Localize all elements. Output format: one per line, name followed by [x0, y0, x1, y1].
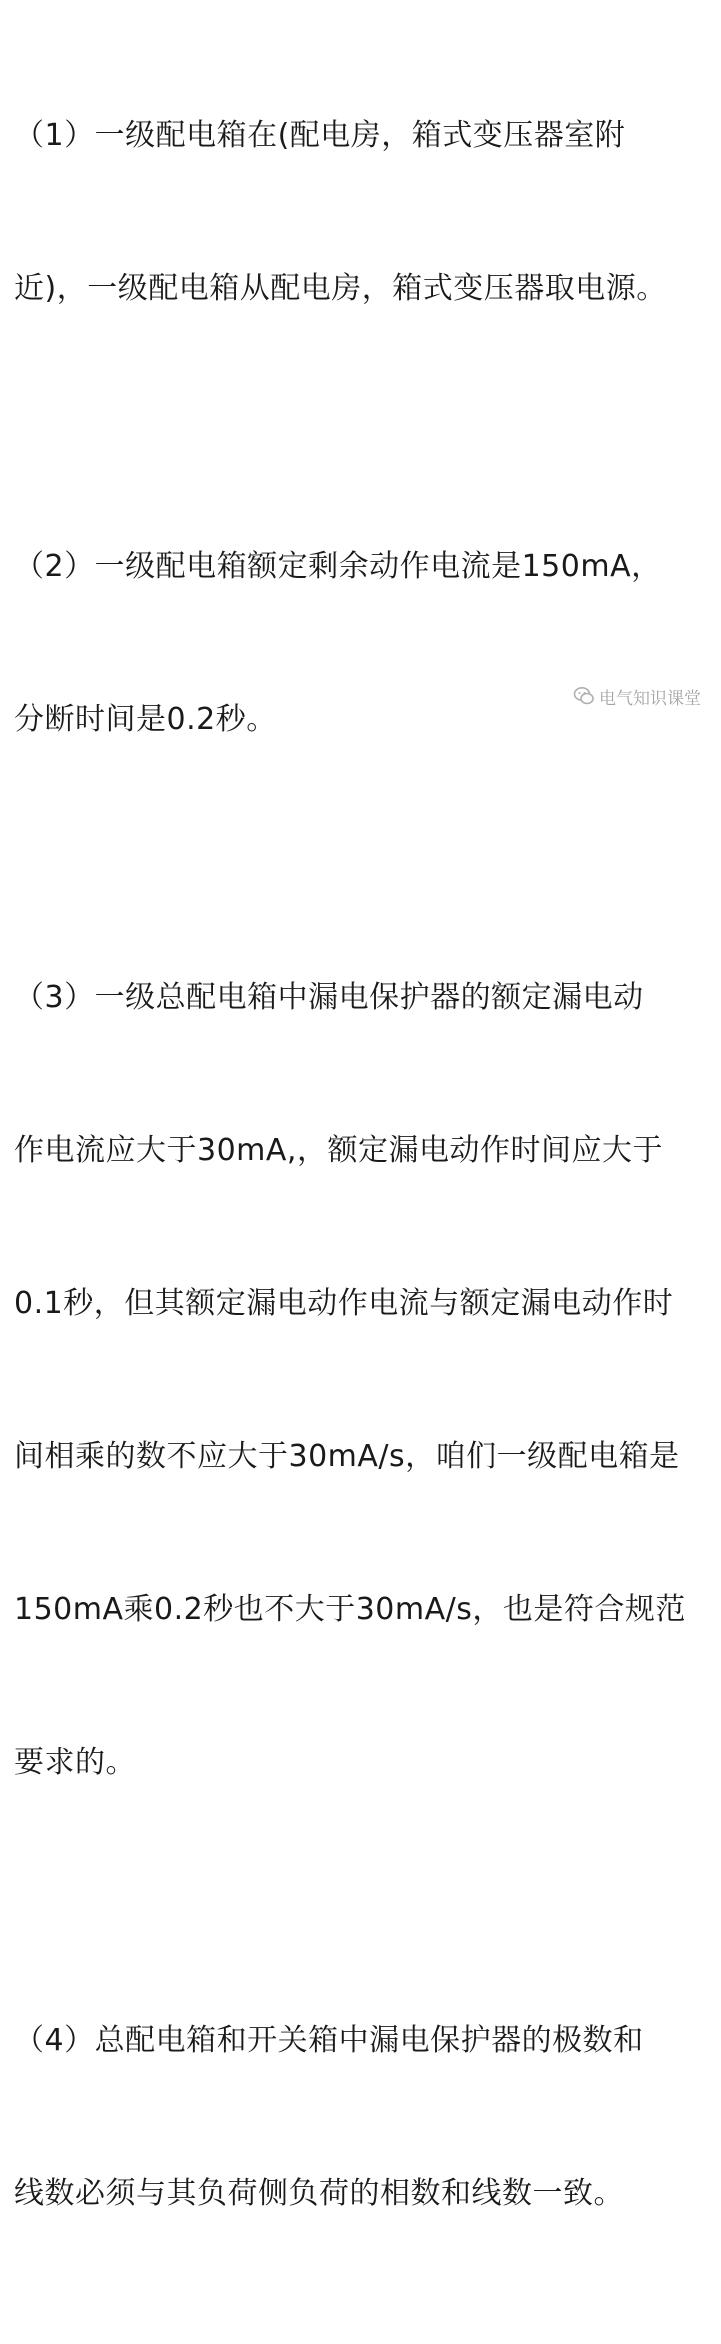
watermark [573, 684, 701, 708]
paragraph-line: 0.1秒，但其额定漏电动作电流与额定漏电动作时 [14, 1286, 674, 1321]
paragraph-4 [14, 1913, 714, 2321]
paragraph-1 [14, 8, 714, 416]
paragraph-line: 150mA乘0.2秒也不大于30mA/s，也是符合规范 [14, 1592, 686, 1627]
paragraph-2 [14, 439, 714, 847]
paragraph-line: 作电流应大于30mA,，额定漏电动作时间应大于 [14, 1133, 663, 1168]
watermark-text: 电气知识课堂 [599, 688, 701, 709]
paragraph-line: 近)，一级配电箱从配电房，箱式变压器取电源。 [14, 271, 667, 306]
paragraph-line: 要求的。 [14, 1745, 136, 1780]
paragraph-3 [14, 870, 714, 1890]
document-body [14, 8, 714, 2344]
paragraph-line: 线数必须与其负荷侧负荷的相数和线数一致。 [14, 2176, 624, 2211]
paragraph-line: （2）一级配电箱额定剩余动作电流是150mA， [14, 549, 662, 584]
paragraph-line: 分断时间是0.2秒。 [14, 702, 277, 737]
paragraph-line: （3）一级总配电箱中漏电保护器的额定漏电动 [14, 980, 644, 1015]
paragraph-line: （1）一级配电箱在(配电房，箱式变压器室附 [14, 118, 626, 153]
paragraph-line: （4）总配电箱和开关箱中漏电保护器的极数和 [14, 2023, 644, 2058]
wechat-icon [573, 685, 595, 707]
paragraph-line: 间相乘的数不应大于30mA/s，咱们一级配电箱是 [14, 1439, 680, 1474]
